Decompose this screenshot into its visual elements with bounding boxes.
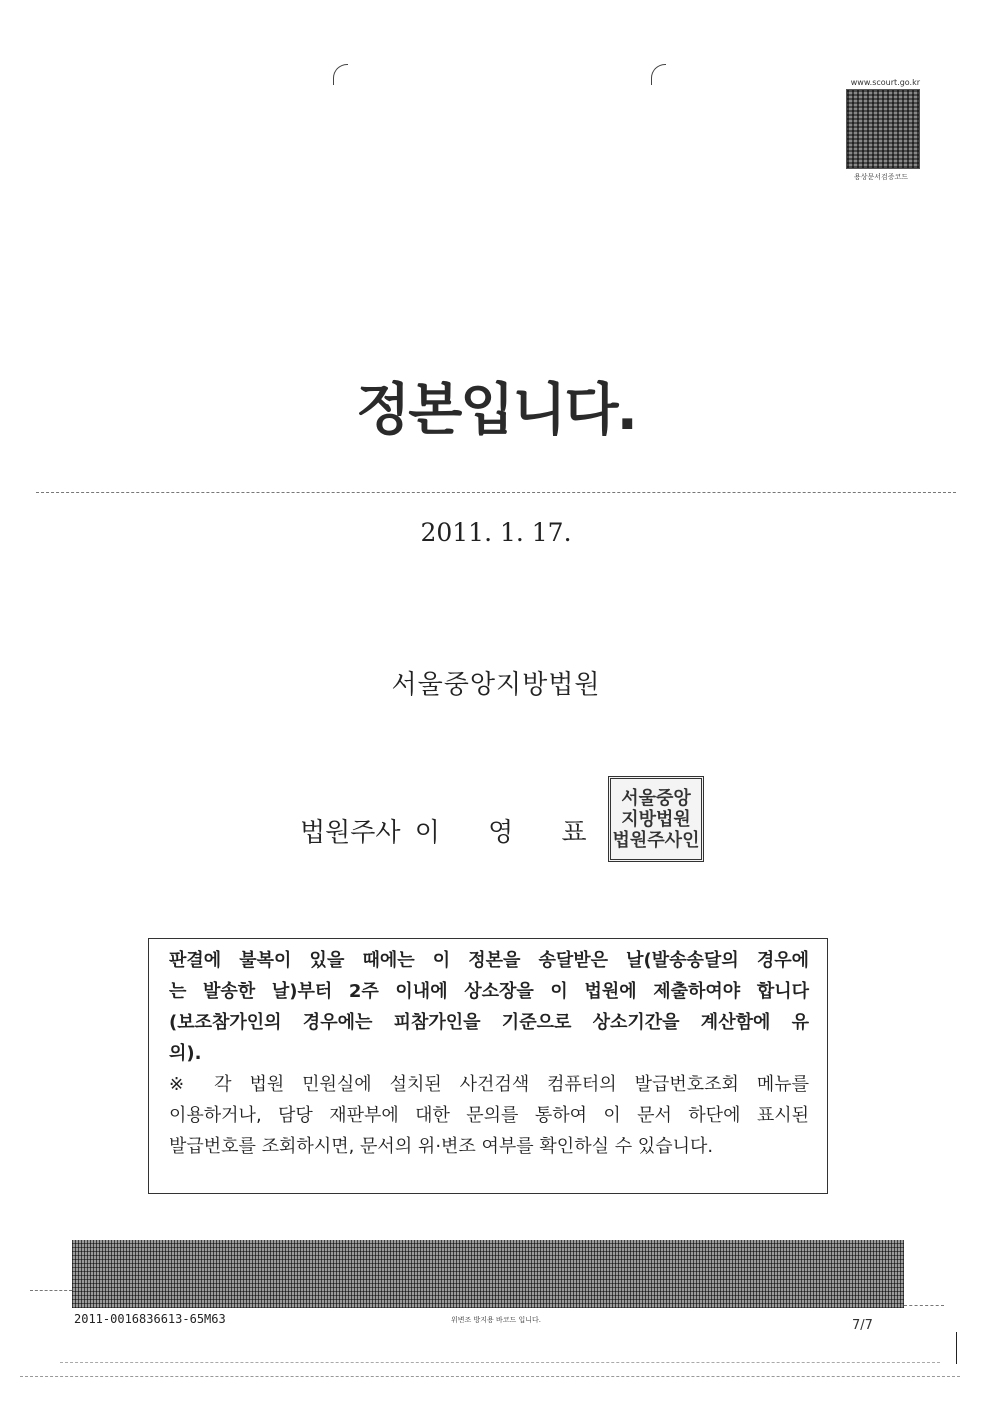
clerk-signature-line — [300, 812, 613, 849]
anti-forgery-barcode — [72, 1240, 904, 1308]
punch-mark-right — [651, 64, 666, 85]
barcode-caption: 위변조 방지용 바코드 입니다. — [450, 1316, 542, 1324]
verification-qr-code — [846, 89, 920, 169]
dashed-separator — [20, 1376, 960, 1377]
dashed-separator — [60, 1362, 940, 1363]
dashed-separator — [36, 492, 956, 493]
verification-code-block — [842, 78, 920, 182]
verification-url: www.scourt.go.kr — [850, 78, 920, 87]
notice-line: (보조참가인의 경우에는 피참가인을 기준으로 상소기간을 계산함에 유 — [169, 1012, 809, 1033]
dashed-separator — [904, 1305, 944, 1306]
court-seal — [608, 776, 704, 862]
issue-date: 2011. 1. 17. — [420, 518, 572, 547]
notice-line: 이용하거나, 담당 재판부에 대한 문의를 통하여 이 문서 하단에 표시된 — [169, 1105, 809, 1126]
notice-line: 판결에 불복이 있을 때에는 이 정본을 송달받은 날(발송송달의 경우에 — [169, 950, 809, 971]
notice-line: 발급번호를 조회하시면, 문서의 위·변조 여부를 확인하실 수 있습니다. — [169, 1136, 714, 1157]
punch-mark-left — [333, 64, 348, 85]
clerk-title: 법원주사 — [300, 818, 401, 848]
notice-line: ※ 각 법원 민원실에 설치된 사건검색 컴퓨터의 발급번호조회 메뉴를 — [169, 1074, 809, 1095]
page-number: 7/7 — [852, 1318, 873, 1333]
seal-line: 서울중앙 — [621, 787, 691, 809]
verification-caption: 용상문서검증코드 — [853, 173, 909, 181]
seal-line: 법원주사인 — [612, 829, 700, 851]
issue-number: 2011-0016836613-65M63 — [74, 1312, 226, 1326]
notice-line: 의). — [169, 1043, 202, 1064]
margin-mark — [956, 1332, 957, 1364]
clerk-name: 이 영 표 — [414, 818, 607, 848]
seal-line: 지방법원 — [621, 808, 691, 830]
court-name: 서울중앙지방법원 — [391, 670, 601, 700]
appeal-notice-box — [148, 938, 828, 1194]
dashed-separator — [30, 1290, 72, 1291]
certified-copy-title: 정본입니다. — [356, 378, 636, 443]
notice-line: 는 발송한 날)부터 2주 이내에 상소장을 이 법원에 제출하여야 합니다 — [169, 981, 809, 1002]
